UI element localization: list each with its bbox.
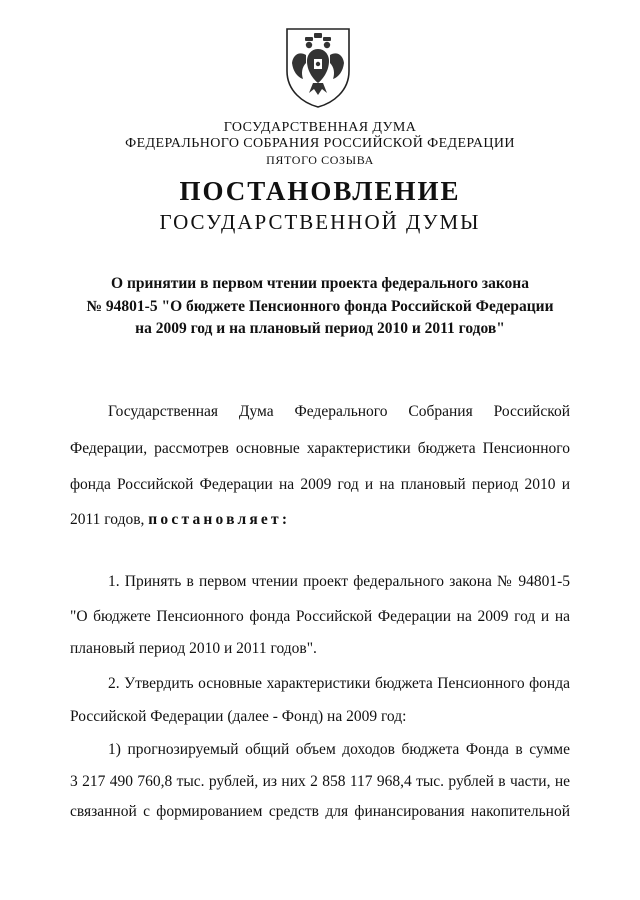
subject-line-1: О принятии в первом чтении проекта федерального закона (111, 275, 529, 292)
russian-coat-of-arms-icon (283, 25, 353, 109)
item-1-line-1: 1. Принять в первом чтении проект федерального закона № 94801-5 (108, 573, 570, 590)
subitem-1-line-1: 1) прогнозируемый общий объем доходов бюджета Фонда в сумме (108, 741, 570, 758)
subject-line-3: на 2009 год и на плановый период 2010 и 2011 годов" (135, 320, 505, 337)
org-parliament: ФЕДЕРАЛЬНОГО СОБРАНИЯ РОССИЙСКОЙ ФЕДЕРАЦИИ (125, 136, 515, 151)
org-name: ГОСУДАРСТВЕННАЯ ДУМА (223, 120, 417, 135)
preamble-line-4 (70, 511, 290, 529)
resolves-word: постановляет: (148, 511, 291, 528)
preamble-line-2: Федерации, рассмотрев основные характеристики бюджета Пенсионного (70, 440, 570, 457)
item-2-line-1: 2. Утвердить основные характеристики бюджета Пенсионного фонда (108, 675, 570, 692)
preamble-line-4-text: 2011 годов, (70, 511, 145, 528)
subject-line-2: № 94801-5 "О бюджете Пенсионного фонда Российской Федерации (86, 298, 554, 315)
document-type-subtitle: ГОСУДАРСТВЕННОЙ ДУМЫ (159, 210, 481, 234)
preamble-line-1: Государственная Дума Федерального Собрания Российской (108, 403, 570, 420)
preamble-line-3: фонда Российской Федерации на 2009 год и на плановый период 2010 и (70, 476, 570, 493)
subitem-1-line-3: связанной с формированием средств для финансирования накопительной (70, 803, 570, 820)
item-1-line-2: "О бюджете Пенсионного фонда Российской Федерации на 2009 год и на (70, 608, 570, 625)
item-1-line-3: плановый период 2010 и 2011 годов". (70, 640, 317, 657)
document-type-title: ПОСТАНОВЛЕНИЕ (179, 176, 461, 206)
convocation: ПЯТОГО СОЗЫВА (266, 153, 374, 167)
item-2-line-2: Российской Федерации (далее - Фонд) на 2009 год: (70, 708, 407, 725)
subitem-1-line-2: 3 217 490 760,8 тыс. рублей, из них 2 858 117 968,4 тыс. рублей в части, не (70, 773, 570, 790)
